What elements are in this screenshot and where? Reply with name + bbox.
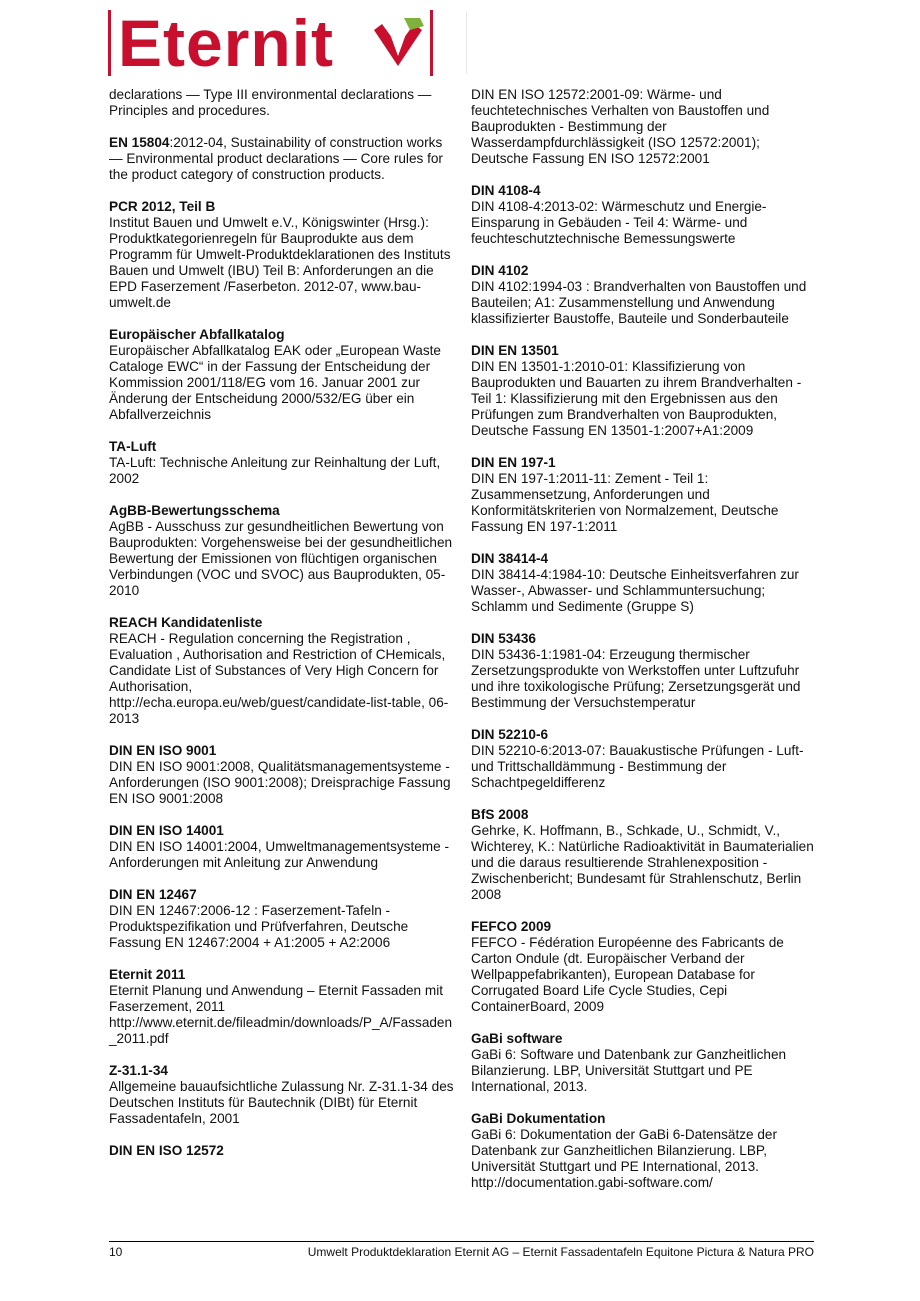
reference-entry — [109, 823, 454, 871]
footer-divider — [109, 1241, 814, 1242]
entry-heading: Europäischer Abfallkatalog — [109, 327, 285, 342]
entry-text: Europäischer Abfallkatalog EAK oder „European Waste Cataloge EWC“ in der Fassung der Entscheidung der Kommission 2001/118/EG vom 16. Januar 2001 zur Änderung der Entscheidung 2000/532/EG über ein Abfallverzeichnis — [109, 343, 441, 422]
entry-heading: PCR 2012, Teil B — [109, 199, 216, 214]
left-column — [109, 87, 454, 1175]
entry-text: TA-Luft: Technische Anleitung zur Reinhaltung der Luft, 2002 — [109, 455, 441, 486]
reference-entry — [109, 887, 454, 951]
entry-text: DIN 4102:1994-03 : Brandverhalten von Baustoffen und Bauteilen; A1: Zusammenstellung und Anwendung klassifizierter Baustoffe, Bauteile und Sonderbauteile — [471, 279, 807, 326]
header-divider — [466, 12, 467, 74]
entry-heading: REACH Kandidatenliste — [109, 615, 263, 630]
entry-text: DIN EN 197-1:2011-11: Zement - Teil 1: Zusammensetzung, Anforderungen und Konformitätskriterien von Normalzement, Deutsche Fassung EN 197-1:2011 — [471, 471, 779, 534]
reference-entry — [471, 87, 816, 167]
entry-heading: Eternit 2011 — [109, 967, 186, 982]
entry-heading: FEFCO 2009 — [471, 919, 552, 934]
entry-heading: DIN EN ISO 9001 — [109, 743, 217, 758]
entry-text: DIN EN ISO 9001:2008, Qualitätsmanagementsysteme - Anforderungen (ISO 9001:2008); Dreisprachige Fassung EN ISO 9001:2008 — [109, 759, 451, 806]
entry-heading: DIN EN ISO 14001 — [109, 823, 224, 838]
reference-entry — [471, 455, 816, 535]
reference-entry — [109, 327, 454, 423]
entry-heading: GaBi Dokumentation — [471, 1111, 606, 1126]
reference-entry — [471, 183, 816, 247]
entry-heading: DIN 38414-4 — [471, 551, 549, 566]
entry-text: EN 15804:2012-04, Sustainability of construction works — Environmental product declarations — Core rules for the product category of construction products. — [109, 135, 443, 182]
entry-text: DIN 38414-4:1984-10: Deutsche Einheitsverfahren zur Wasser-, Abwasser- und Schlammuntersuchung; Schlamm und Sedimente (Gruppe S) — [471, 567, 799, 614]
reference-entry — [471, 343, 816, 439]
reference-entry — [109, 743, 454, 807]
logo-mark-icon — [370, 16, 426, 72]
entry-text: FEFCO - Fédération Européenne des Fabricants de Carton Ondule (dt. Europäischer Verband der Wellpappefabrikanten), European Database for Corrugated Board Life Cycle Studies, Cepi ContainerBoard, 2009 — [471, 935, 784, 1014]
footer-title: Umwelt Produktdeklaration Eternit AG – Eternit Fassadentafeln Equitone Pictura & Natura PRO — [307, 1245, 814, 1259]
entry-text: AgBB - Ausschuss zur gesundheitlichen Bewertung von Bauprodukten: Vorgehensweise bei der gesundheitlichen Bewertung der Emissionen von flüchtigen organischen Verbindungen (VOC und SVOC) aus Bauprodukten, 05-2010 — [109, 519, 453, 598]
logo-right-bar — [430, 10, 433, 76]
entry-heading: DIN EN 13501 — [471, 343, 559, 358]
reference-entry — [471, 1031, 816, 1095]
reference-entry — [109, 503, 454, 599]
entry-heading: AgBB-Bewertungsschema — [109, 503, 280, 518]
logo-left-bar — [108, 10, 111, 76]
reference-entry — [471, 1111, 816, 1191]
reference-entry — [109, 87, 454, 119]
entry-text: GaBi 6: Dokumentation der GaBi 6-Datensätze der Datenbank zur Ganzheitlichen Bilanzierung. LBP, Universität Stuttgart und PE International, 2013. http://documentation.gabi-software.com/ — [471, 1127, 778, 1190]
entry-text: Allgemeine bauaufsichtliche Zulassung Nr. Z-31.1-34 des Deutschen Instituts für Bautechnik (DIBt) für Eternit Fassadentafeln, 2001 — [109, 1079, 454, 1126]
reference-entry — [109, 439, 454, 487]
entry-heading: DIN 52210-6 — [471, 727, 549, 742]
entry-heading: Z-31.1-34 — [109, 1063, 168, 1078]
reference-entry — [471, 919, 816, 1015]
reference-entry — [471, 263, 816, 327]
entry-heading: BfS 2008 — [471, 807, 529, 822]
reference-entry — [471, 727, 816, 791]
entry-heading: GaBi software — [471, 1031, 563, 1046]
entry-text: Institut Bauen und Umwelt e.V., Königswinter (Hrsg.): Produktkategorienregeln für Bauprodukte aus dem Programm für Umwelt-Produktdeklarationen des Instituts Bauen und Umwelt (IBU) Teil B: Anforderungen an die EPD Faserzement /Faserbeton. 2012-07, www.bau-umwelt.de — [109, 215, 451, 310]
entry-text: Gehrke, K. Hoffmann, B., Schkade, U., Schmidt, V., Wichterey, K.: Natürliche Radioaktivität in Baumaterialien und die daraus resultierende Strahlenexposition - Zwischenbericht; Bundesamt für Strahlenschutz, Berlin 2008 — [471, 823, 814, 902]
entry-heading: DIN 53436 — [471, 631, 536, 646]
entry-text: DIN EN ISO 14001:2004, Umweltmanagementsysteme - Anforderungen mit Anleitung zur Anwendung — [109, 839, 449, 870]
entry-text: DIN 53436-1:1981-04: Erzeugung thermischer Zersetzungsprodukte von Werkstoffen unter Luftzufuhr und ihre toxikologische Prüfung; Zersetzungsgerät und Bestimmung der Versuchstemperatur — [471, 647, 801, 710]
entry-text: declarations — Type III environmental declarations — Principles and procedures. — [109, 87, 432, 118]
entry-heading: DIN 4102 — [471, 263, 529, 278]
entry-heading: DIN 4108-4 — [471, 183, 541, 198]
entry-text: DIN EN 13501-1:2010-01: Klassifizierung von Bauprodukten und Bauarten zu ihrem Brandverhalten - Teil 1: Klassifizierung mit den Ergebnissen aus den Prüfungen zum Brandverhalten von Bauprodukten, Deutsche Fassung EN 13501-1:2007+A1:2009 — [471, 359, 802, 438]
entry-heading: DIN EN 12467 — [109, 887, 197, 902]
entry-url: http://www.eternit.de/fileadmin/downloads/P_A/Fassaden_2011.pdf — [109, 1015, 453, 1046]
reference-entry — [109, 1143, 454, 1159]
logo-wordmark: Eternit — [118, 6, 335, 80]
entry-heading: DIN EN 197-1 — [471, 455, 556, 470]
reference-entry — [109, 199, 454, 311]
entry-text: REACH - Regulation concerning the Registration , Evaluation , Authorisation and Restriction of CHemicals, Candidate List of Substances of Very High Concern for Authorisation, http://echa.europa.eu/web/guest/candidate-list-table, 06-2013 — [109, 631, 449, 726]
reference-entry — [109, 967, 454, 1047]
entry-text: Eternit Planung und Anwendung – Eternit Fassaden mit Faserzement, 2011 — [109, 983, 444, 1014]
entry-text: DIN 4108-4:2013-02: Wärmeschutz und Energie-Einsparung in Gebäuden - Teil 4: Wärme- und feuchteschutztechnische Bemessungswerte — [471, 199, 767, 246]
entry-heading: TA-Luft — [109, 439, 157, 454]
right-column — [471, 87, 816, 1207]
page-number: 10 — [109, 1245, 123, 1259]
entry-text: GaBi 6: Software und Datenbank zur Ganzheitlichen Bilanzierung. LBP, Universität Stuttgart und PE International, 2013. — [471, 1047, 787, 1094]
reference-entry — [109, 135, 454, 183]
reference-entry — [109, 1063, 454, 1127]
entry-text: DIN 52210-6:2013-07: Bauakustische Prüfungen - Luft- und Trittschalldämmung - Bestimmung der Schachtpegeldifferenz — [471, 743, 804, 790]
entry-heading: DIN EN ISO 12572 — [109, 1143, 224, 1158]
entry-text: DIN EN 12467:2006-12 : Faserzement-Tafeln - Produktspezifikation und Prüfverfahren, Deutsche Fassung EN 12467:2004 + A1:2005 + A2:2006 — [109, 903, 409, 950]
entry-text: DIN EN ISO 12572:2001-09: Wärme- und feuchtetechnisches Verhalten von Baustoffen und Bauprodukten - Bestimmung der Wasserdampfdurchlässigkeit (ISO 12572:2001); Deutsche Fassung EN ISO 12572:2001 — [471, 87, 770, 166]
reference-entry — [471, 631, 816, 711]
reference-entry — [471, 807, 816, 903]
reference-entry — [471, 551, 816, 615]
reference-entry — [109, 615, 454, 727]
entry-heading: EN 15804 — [109, 135, 170, 150]
